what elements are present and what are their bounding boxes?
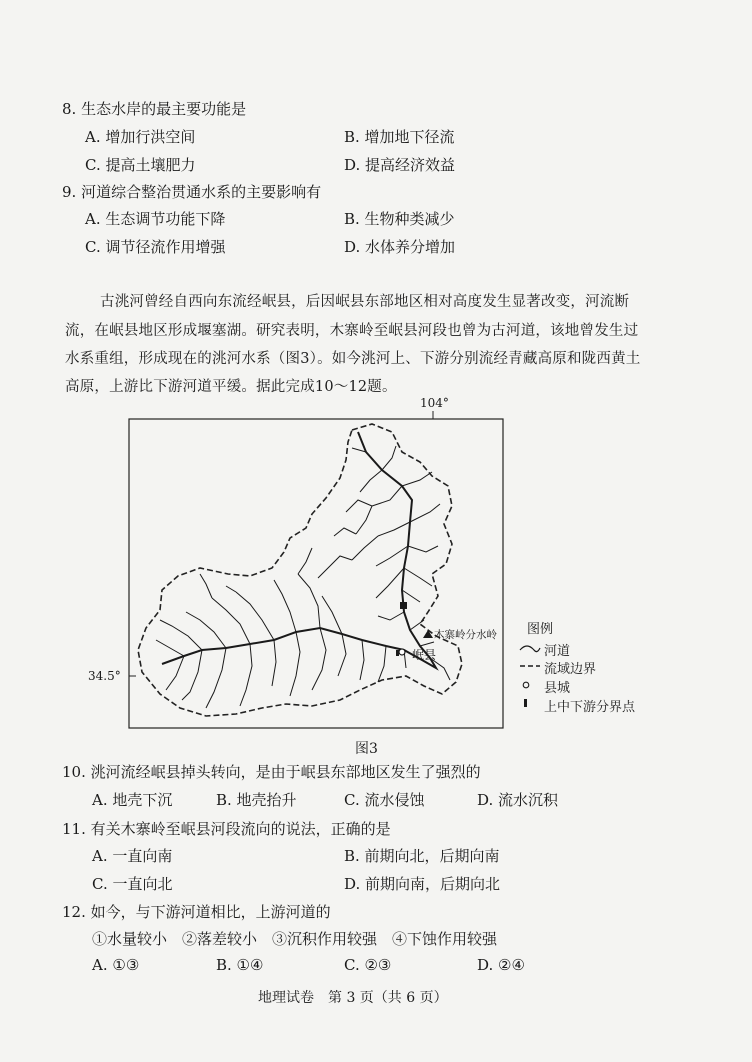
- q10-option-a: A. 地壳下沉: [92, 791, 173, 809]
- passage-line-4: 高原，上游比下游河道平缓。据此完成10～12题。: [65, 379, 397, 395]
- q10-option-c: C. 流水侵蚀: [344, 791, 425, 809]
- legend-item-division: 上中下游分界点: [544, 700, 636, 715]
- q9-option-b: B. 生物种类减少: [344, 210, 455, 228]
- q8-option-c: C. 提高土壤肥力: [85, 156, 196, 174]
- main-river: [162, 432, 436, 668]
- county-town-marker: [399, 649, 405, 655]
- q10-option-b: B. 地壳抬升: [216, 791, 297, 809]
- q12-option-c: C. ②③: [344, 956, 392, 974]
- q11-stem: 11. 有关木寨岭至岷县河段流向的说法，正确的是: [62, 820, 391, 838]
- q10-stem: 10. 洮河流经岷县掉头转向，是由于岷县东部地区发生了强烈的: [62, 763, 481, 781]
- q9-option-d: D. 水体养分增加: [344, 238, 456, 256]
- ridge-triangle-icon: [423, 630, 433, 638]
- q12-option-b: B. ①④: [216, 956, 264, 974]
- q9-option-a: A. 生态调节功能下降: [85, 210, 226, 228]
- passage-line-2: 流，在岷县地区形成堰塞湖。研究表明，木寨岭至岷县河段也曾为古河道，该地曾发生过: [65, 323, 639, 339]
- q11-option-c: C. 一直向北: [92, 875, 173, 893]
- basin-boundary: [138, 424, 462, 716]
- passage-line-1: 古洮河曾经自西向东流经岷县，后因岷县东部地区相对高度发生显著改变，河流断: [100, 294, 630, 310]
- q11-option-d: D. 前期向南，后期向北: [344, 875, 501, 893]
- q11-option-b: B. 前期向北，后期向南: [344, 847, 500, 865]
- ridge-label: 木寨岭分水岭: [434, 629, 497, 641]
- tributaries: [156, 446, 450, 708]
- q8-stem: 8. 生态水岸的最主要功能是: [62, 100, 247, 118]
- q11-option-a: A. 一直向南: [92, 847, 173, 865]
- q8-option-d: D. 提高经济效益: [344, 156, 456, 174]
- q12-option-a: A. ①③: [92, 956, 140, 974]
- q9-option-c: C. 调节径流作用增强: [85, 238, 226, 256]
- figure-caption: 图3: [355, 741, 378, 757]
- q12-option-d: D. ②④: [477, 956, 525, 974]
- latitude-label: 34.5°: [88, 669, 121, 683]
- q10-option-d: D. 流水沉积: [477, 791, 559, 809]
- division-point-marker: [400, 602, 407, 609]
- legend-county-icon: [523, 682, 529, 688]
- page-footer: 地理试卷 第 3 页（共 6 页）: [258, 990, 448, 1006]
- legend-item-county: 县城: [544, 681, 571, 696]
- q12-stem: 12. 如今，与下游河道相比，上游河道的: [62, 903, 331, 921]
- legend-river-icon: [520, 646, 540, 652]
- division-point-marker-2: [396, 650, 399, 656]
- longitude-label: 104°: [420, 396, 449, 410]
- passage-line-3: 水系重组，形成现在的洮河水系（图3）。如今洮河上、下游分别流经青藏高原和陇西黄土: [65, 351, 641, 367]
- legend-title: 图例: [527, 622, 554, 637]
- legend-item-river: 河道: [544, 644, 571, 659]
- q12-statements: ①水量较小 ②落差较小 ③沉积作用较强 ④下蚀作用较强: [92, 930, 498, 948]
- q8-option-a: A. 增加行洪空间: [85, 128, 196, 146]
- q8-option-b: B. 增加地下径流: [344, 128, 455, 146]
- legend-division-icon: [524, 699, 527, 707]
- q9-stem: 9. 河道综合整治贯通水系的主要影响有: [62, 183, 322, 201]
- legend-item-boundary: 流域边界: [544, 662, 597, 677]
- town-label: 岷县: [412, 648, 437, 662]
